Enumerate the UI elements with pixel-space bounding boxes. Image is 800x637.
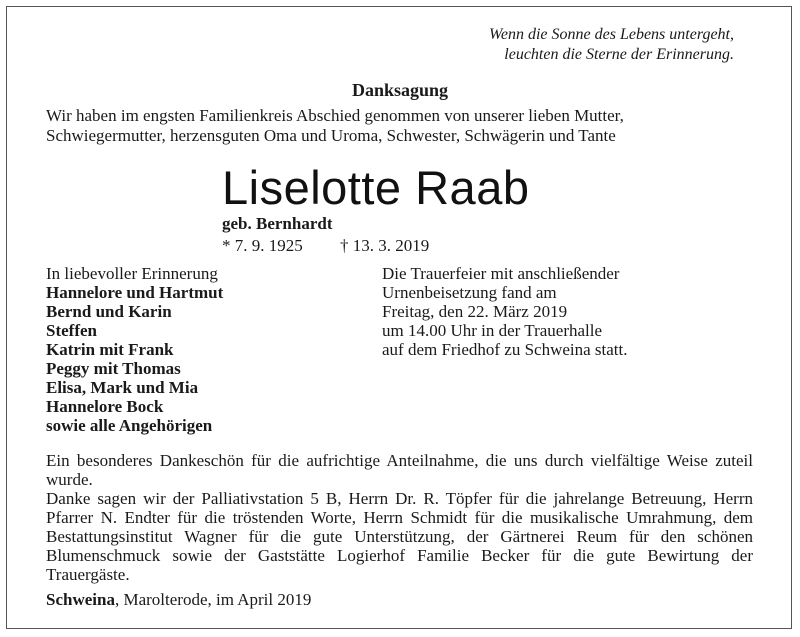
motto-line-2: leuchten die Sterne der Erinnerung. <box>504 46 734 63</box>
mourner-name: Hannelore und Hartmut <box>46 283 224 302</box>
death-date: † 13. 3. 2019 <box>340 236 430 255</box>
deceased-birth-name: geb. Bernhardt <box>222 214 333 233</box>
mourner-name: Hannelore Bock <box>46 397 164 416</box>
intro-line-1: Wir haben im engsten Familienkreis Abschied genommen von unserer lieben Mutter, <box>46 106 624 125</box>
mourner-name: Katrin mit Frank <box>46 340 174 359</box>
mourner-name: sowie alle Angehörigen <box>46 416 213 435</box>
motto-quote <box>434 25 734 65</box>
funeral-line: Freitag, den 22. März 2019 <box>382 302 568 321</box>
mourner-name: Bernd und Karin <box>46 302 172 321</box>
mourners-heading: In liebevoller Erinnerung <box>46 264 218 283</box>
closing-rest: , Marolterode, im April 2019 <box>114 590 312 609</box>
mourners-block <box>46 264 376 435</box>
mourner-name: Peggy mit Thomas <box>46 359 181 378</box>
mourners-list <box>46 283 376 435</box>
funeral-line: Urnenbeisetzung fand am <box>382 283 557 302</box>
funeral-info <box>382 264 762 359</box>
motto-line-1: Wenn die Sonne des Lebens untergeht, <box>489 26 734 43</box>
closing-place: Schweina <box>46 590 115 609</box>
birth-date: * 7. 9. 1925 <box>222 236 303 255</box>
deceased-name: Liselotte Raab <box>222 161 530 214</box>
funeral-line: Die Trauerfeier mit anschließender <box>382 264 620 283</box>
funeral-line: auf dem Friedhof zu Schweina statt. <box>382 340 628 359</box>
thanks-text <box>46 451 753 584</box>
notice-title: Danksagung <box>351 80 449 100</box>
closing-line <box>46 590 311 610</box>
intro-text <box>46 106 766 146</box>
mourner-name: Elisa, Mark und Mia <box>46 378 199 397</box>
funeral-line: um 14.00 Uhr in der Trauerhalle <box>382 321 603 340</box>
life-dates <box>222 236 430 256</box>
thanks-paragraph-2: Danke sagen wir der Palliativstation 5 B, Herrn Dr. R. Töpfer für die jahrelange Betreuung, Herrn Pfarrer N. Endter für die tröstenden Worte, Herrn Schmidt für die musikalische Umrahmung, dem Bestattungsinstitut Wagner für die gute Unterstützung, der Gärtnerei Reum für den schönen Blumenschmuck sowie der Gaststätte Logierhof Familie Becker für die gute Bewirtung der Trauergäste. <box>46 489 753 584</box>
mourner-name: Steffen <box>46 321 97 340</box>
thanks-paragraph-1: Ein besonderes Dankeschön für die aufrichtige Anteilnahme, die uns durch vielfältige Weise zuteil wurde. <box>46 451 753 489</box>
intro-line-2: Schwiegermutter, herzensguten Oma und Uroma, Schwester, Schwägerin und Tante <box>46 126 616 145</box>
